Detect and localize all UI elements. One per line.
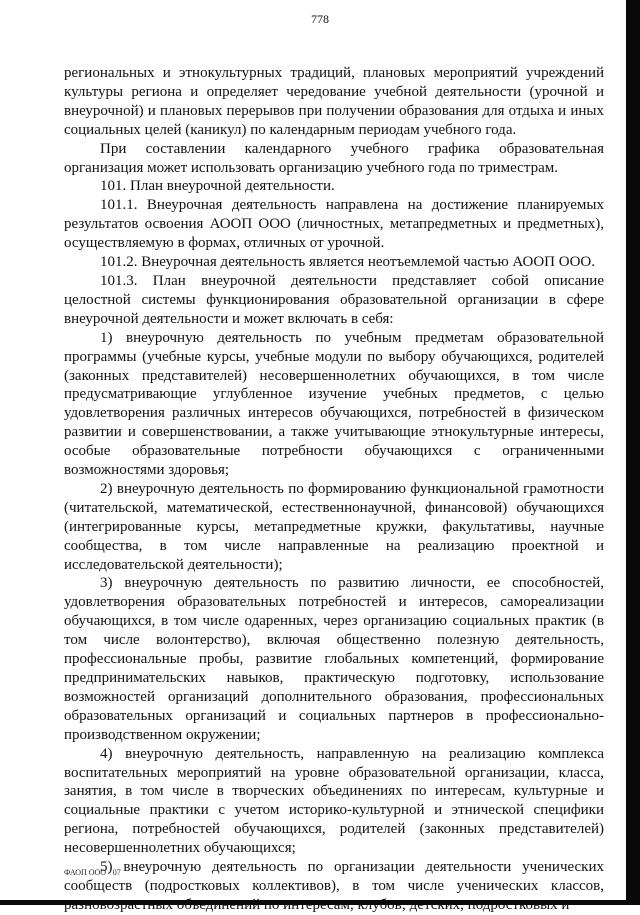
section-heading: 101. План внеурочной деятельности. [100, 178, 335, 195]
paragraph: 101.2. Внеурочная деятельность является неотъемлемой частью АООП ООО. [100, 254, 596, 271]
list-item: 4) внеурочную деятельность, направленную на реализацию комплекса воспитательных мероприятий на уровне образовательной организации, класса, занятия, в том числе в творческих объединениях по интересам, культурные и социальные практики с учетом историко-культурной и этнической специфики региона, потребностей обучающихся, родителей (законных представителей) несовершеннолетних обучающихся; [64, 745, 604, 857]
scan-edge-bottom [0, 900, 640, 905]
paragraph: При составлении календарного учебного графика образовательная организация может использовать организацию учебного года по триместрам. [64, 140, 604, 176]
page-number: 778 [311, 12, 329, 26]
paragraph: 101.1. Внеурочная деятельность направлена на достижение планируемых результатов освоения АООП ООО (личностных, метапредметных и предметных), осуществляемую в формах, отличных от урочной. [64, 197, 604, 252]
list-item: 2) внеурочную деятельность по формированию функциональной грамотности (читательской, математической, естественнонаучной, финансовой) обучающихся (интегрированные курсы, метапредметные кружки, факультативы, научные сообщества, в том числе направленные на реализацию проектной и исследовательской деятельности); [64, 480, 604, 573]
scan-edge-right [626, 0, 640, 905]
list-item: 1) внеурочную деятельность по учебным предметам образовательной программы (учебные курсы, учебные модули по выбору обучающихся, родителей (законных представителей) несовершеннолетних обучающихся, в том числе предусматривающие углубленное изучение учебных предметов, с целью удовлетворения различных интересов обучающихся, потребностей в физическом развитии и совершенствовании, а также учитывающие этнокультурные интересы, особые образовательные потребности обучающихся с ограниченными возможностями здоровья; [64, 329, 604, 479]
paragraph: региональных и этнокультурных традиций, плановых мероприятий учреждений культуры региона и определяет чередование учебной деятельности (урочной и внеурочной) и плановых перерывов при получении образования для отдыха и иных социальных целей (каникул) по календарным периодам учебного года. [64, 65, 604, 138]
list-item: 3) внеурочную деятельность по развитию личности, ее способностей, удовлетворения образовательных потребностей и интересов, самореализации обучающихся, в том числе одаренных, через организацию социальных практик (в том числе волонтерство), включая общественно полезную деятельность, профессиональные пробы, развитие глобальных компетенций, формирование предпринимательских навыков, практическую подготовку, использование возможностей организаций дополнительного образования, профессиональных образовательных организаций и социальных партнеров в профессионально-производственном окружении; [64, 575, 604, 743]
footer-code: ФАОП ООО - 07 [64, 868, 121, 877]
list-item: 5) внеурочную деятельность по организации деятельности ученических сообществ (подростковых коллективов), в том числе ученических классов, [64, 859, 604, 894]
paragraph: 101.3. План внеурочной деятельности представляет собой описание целостной системы функционирования образовательной организации в сфере внеурочной деятельности и может включать в себя: [64, 272, 604, 327]
document-body [64, 64, 604, 915]
